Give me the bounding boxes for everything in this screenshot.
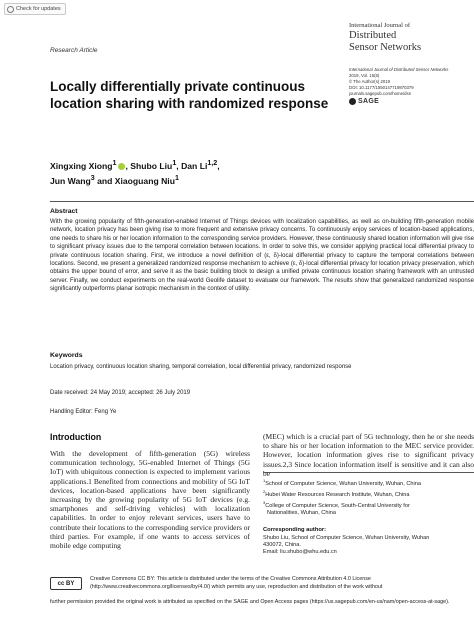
introduction-text-col2: (MEC) which is a crucial part of 5G technology, then he or she needs to share his or her location information to the MEC service provider. However, location information gives rise to significant privacy issues.2,3 Since location information itself is sensitive and it can also be: [263, 432, 474, 478]
license-text: Creative Commons CC BY: This article is distributed under the terms of the Creative Commons Attribution 4.0 License (http://www.creativecommons.org/licenses/by/4.0/) which permits any use, reproduction and distribution of the work without: [90, 576, 383, 590]
author-affil-sup: 1: [112, 159, 117, 167]
introduction-text-col1: With the development of fifth-generation (5G) wireless communication technology, 5G-enabled Internet of Things (5G IoT) with ubiquitous connection is expected to implement various applications.1 Benefited from connections and mobility of 5G IoT devices, location-based applications have been significantly increasing by the growing popularity of 5G IoT devices (e.g. smartphones and self-driving vehicles) with localization capabilities. In order to enjoy relevant services, users have to contribute their locations to the corresponding service providers or third parties. For example, if one wants to access services of mobile edge computing: [50, 449, 250, 551]
article-type: Research Article: [50, 47, 98, 54]
author-separator: ,: [217, 160, 220, 171]
meta-doi[interactable]: DOI: 10.1177/1550147719870379: [349, 85, 414, 90]
affiliation-item: [263, 510, 474, 517]
meta-journal: International Journal of Distributed Sensor Networks: [349, 67, 449, 72]
affiliation-text: Nationalities, Wuhan, China: [267, 510, 336, 517]
meta-url[interactable]: journals.sagepub.com/home/dsn: [349, 91, 412, 96]
journal-intl: International Journal of: [349, 22, 411, 29]
journal-name-line2: Sensor Networks: [349, 42, 422, 53]
journal-metadata: [349, 67, 467, 105]
author-affil-sup: 3: [90, 173, 95, 182]
orcid-icon[interactable]: [118, 163, 125, 170]
affiliation-number: 2: [263, 489, 266, 495]
affiliation-item: [263, 488, 474, 499]
journal-masthead: [349, 22, 459, 53]
sage-circle-icon: [349, 98, 356, 105]
affiliation-item: [263, 477, 474, 488]
author-name[interactable]: Xingxing Xiong: [50, 160, 113, 171]
author-name[interactable]: and Xiaoguang Niu: [94, 175, 175, 186]
affiliation-number: 3: [263, 500, 266, 506]
corr-email[interactable]: Email: liu.shubo@whu.edu.cn: [263, 549, 337, 556]
author-name[interactable]: , Dan Li: [176, 160, 208, 171]
handling-editor: Handling Editor: Feng Ye: [50, 409, 117, 415]
author-name[interactable]: , Shubo Liu: [125, 160, 173, 171]
affiliation-item: [263, 499, 474, 510]
check-updates-label: Check for updates: [16, 6, 61, 12]
article-title: Locally differentially private continuous location sharing with randomized response: [50, 79, 329, 111]
abstract-heading: Abstract: [50, 208, 78, 215]
author-list: [50, 157, 340, 187]
dates-line: Date received: 24 May 2019; accepted: 26 July 2019: [50, 390, 191, 396]
check-for-updates-badge[interactable]: [4, 3, 66, 15]
affiliation-text: School of Computer Science, Wuhan University, Wuhan, China: [265, 480, 422, 487]
footnote-divider: [263, 472, 474, 473]
license-text-continued: further permission provided the original work is attributed as specified on the SAGE and Open Access pages (https://us.sagepub.com/en-us/nam/open-access-at-sage).: [50, 599, 450, 605]
check-updates-icon: [7, 6, 14, 13]
introduction-heading: Introduction: [50, 432, 102, 442]
author-name[interactable]: Jun Wang: [50, 175, 91, 186]
meta-copyright: © The Author(s) 2019: [349, 79, 391, 84]
divider: [50, 201, 474, 202]
affiliation-text: Hubei Water Resources Research Institute, Wuhan, China: [265, 491, 410, 498]
corr-line: 430072, China.: [263, 542, 301, 549]
author-affil-sup: 1,2: [207, 159, 218, 167]
affiliation-number: 1: [263, 478, 266, 483]
meta-volume: 2019, Vol. 15(8): [349, 73, 380, 78]
keywords-heading: Keywords: [50, 352, 83, 359]
corresponding-author-heading: Corresponding author:: [263, 527, 327, 533]
author-affil-sup: 1: [172, 159, 177, 167]
sage-logo: [349, 98, 467, 105]
author-affil-sup: 1: [174, 173, 179, 182]
journal-name-line1: Distributed: [349, 30, 397, 41]
corresponding-author-details: [263, 535, 474, 557]
affiliation-text: College of Computer Science, South-Central University for: [265, 502, 410, 509]
keywords-text: Location privacy, continuous location sharing, temporal correlation, local differential privacy, randomized response: [50, 364, 352, 370]
affiliations: [263, 477, 474, 517]
corr-line: Shubo Liu, School of Computer Science, Wuhan University, Wuhan: [263, 535, 430, 541]
abstract-text: With the growing popularity of fifth-generation-enabled Internet of Things devices with localization capabilities, as well as on-building fifth-generation mobile network, location privacy has been giving rise to more frequent and extensive privacy concerns. To continuously enjoy services of location-based applications, one needs to share his or her location information to the corresponding service providers. However, these continuously shared location information will give rise to significant privacy issues due to the temporal correlation between locations. In order to solve this, we consider applying practical local differential privacy to private continuous location sharing. First, we introduce a novel definition of (ε, δ)-local differential privacy to capture the temporal correlations between locations. Second, we present a generalized randomized response mechanism to achieve (ε, δ)-local differential privacy for location privacy preservation, which obtains the upper bound of error, and serve it as the basic building block to design a unified private continuous location sharing framework with an untrusted server. Finally, we conduct experiments on the real-world Geolife dataset to evaluate our framework. The results show that generalized randomized response significantly outperforms planar isotropic mechanism in the context of utility.: [50, 219, 474, 293]
sage-wordmark: SAGE: [358, 97, 380, 105]
creative-commons-icon[interactable]: cc BY: [50, 577, 82, 590]
